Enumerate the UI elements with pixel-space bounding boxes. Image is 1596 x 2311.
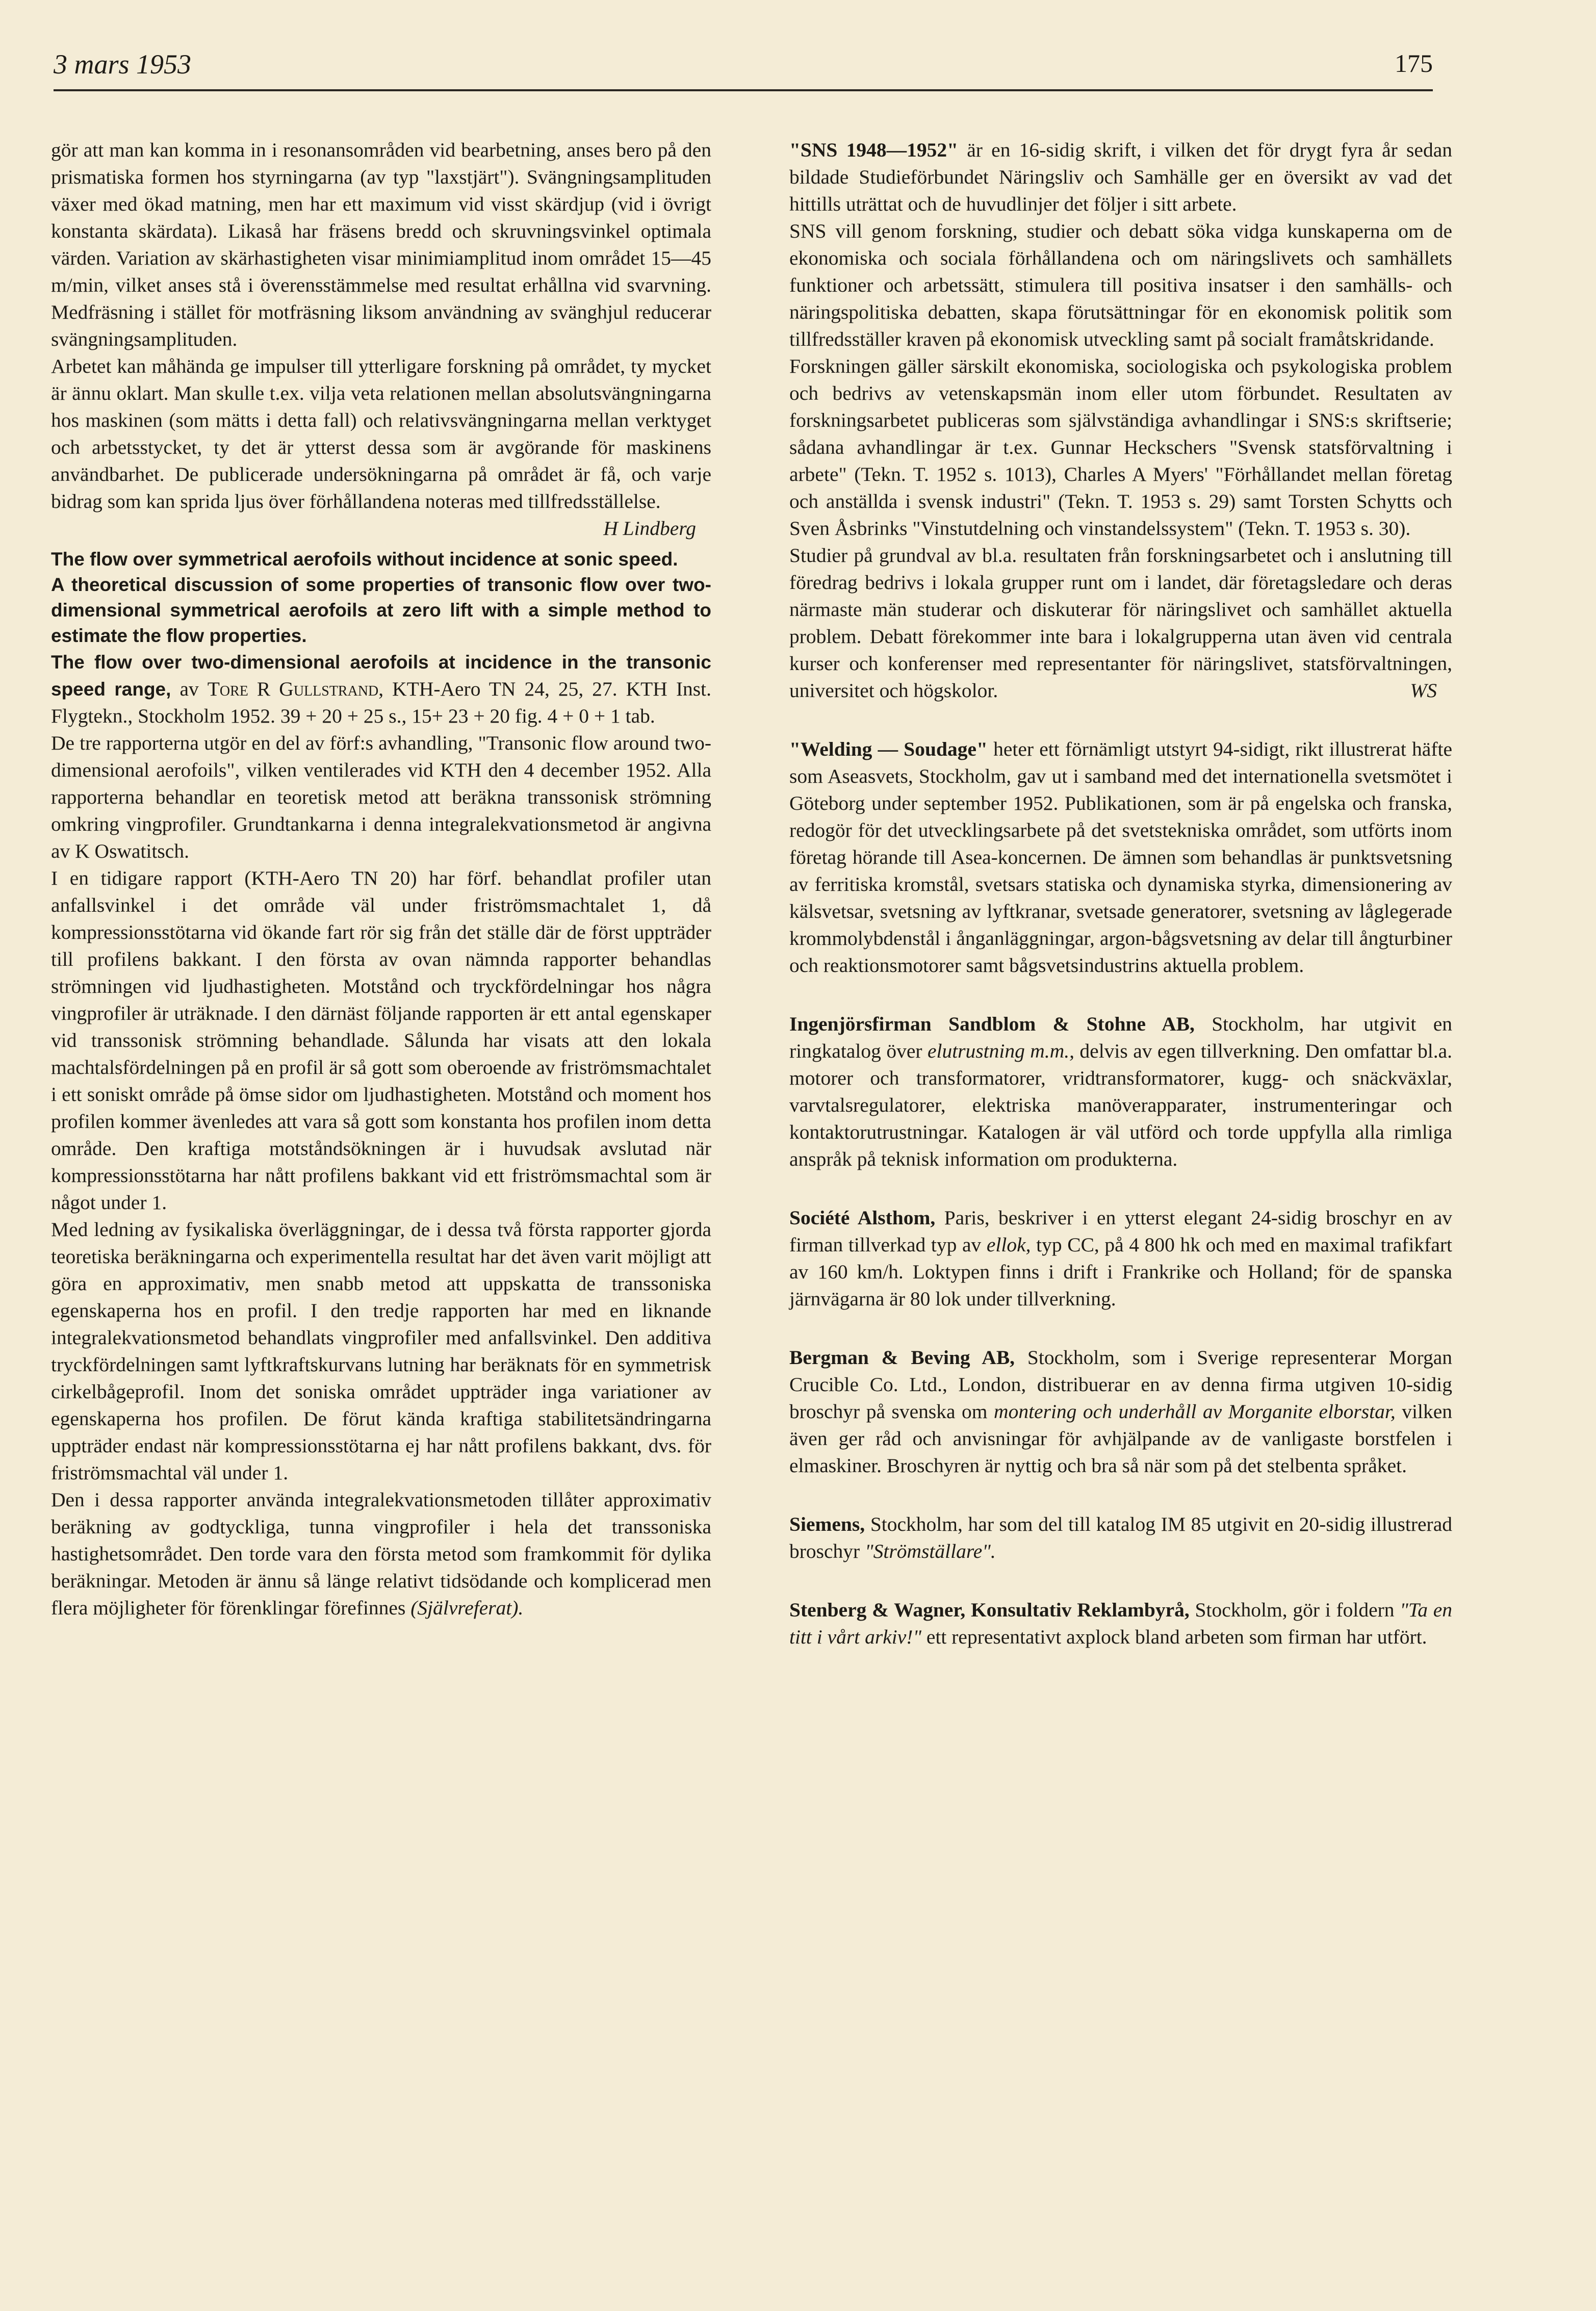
paragraph xyxy=(789,542,1452,704)
page-header xyxy=(54,48,1433,91)
issue-date: 3 mars 1953 xyxy=(54,49,192,80)
paragraph: Forskningen gäller särskilt ekonomiska, sociologiska och psykologiska problem och bedrivs av vetenskapsmän inom eller utom förbundet. Resultaten av forskningsarbetet publiceras som självständiga avhandlingar i SNS:s skriftserie; sådana avhandlingar är t.ex. Gunnar Heckschers "Svensk statsförvaltning i arbete" (Tekn. T. 1952 s. 1013), Charles A Myers' "Förhållandet mellan företag och anställda i svensk industri" (Tekn. T. 1953 s. 29) samt Torsten Schytts och Sven Åsbrinks "Vinstutdelning och vinstandelssystem" (Tekn. T. 1953 s. 30). xyxy=(789,355,1452,540)
sns-paragraph xyxy=(789,137,1452,218)
bibliographic-details: , KTH-Aero TN 24, 25, 27. KTH Inst. Flygtekn., Stockholm 1952. 39 + 20 + 25 s., 15+ 23 + 20 fig. 4 + 0 + 1 tab. xyxy=(51,678,711,727)
text: vilken även ger råd och anvisningar för avhjälpande av de vanligaste borstfelen i elmaskiner. Broschyren är nyttig och bra så när som på det stelbenta språket. xyxy=(789,1400,1453,1477)
paragraph-text: Studier på grundval av bl.a. resultaten från forskningsarbetet och i anslutning till föredrag bedrivs i lokala grupper runt om i landet, där företagsledare och deras närmaste män studerar och diskuterar för näringslivet och samhället aktuella problem. Debatt förekommer inte bara i lokalgrupperna utan även vid centrala kurser och konferenser med representanter för näringslivet, statsförvaltningen, universitet och högskolor. xyxy=(789,544,1452,702)
page-number: 175 xyxy=(1395,49,1433,78)
paragraph: SNS vill genom forskning, studier och debatt söka vidga kunskaperna om de ekonomiska och sociala förhållandena och om näringslivets och samhällets funktioner och arbetssätt, stimulera till positiva insatser i den samhälls- och näringspolitiska debatten, skapa förutsättningar för en ekonomisk politik som tillfredsställer kraven på ekonomisk utveckling samt på socialt framåtskridande. xyxy=(789,220,1452,350)
bergman-paragraph xyxy=(789,1344,1452,1479)
welding-paragraph xyxy=(789,736,1452,979)
paragraph-text: Arbetet kan måhända ge impulser till ytterligare forskning på området, ty mycket är ännu oklart. Man skulle t.ex. vilja veta relationen mellan absolutsvängningarna hos maskinen (som mätts i detta fall) och relativsvängningarna mellan verktyget och arbetsstycket, ty det är ytterst dessa som är avgörande för maskinens användbarhet. De publicerade undersökningarna på området är få, och varje bidrag som kan sprida ljus över förhållandena noteras med tillfredsställelse. xyxy=(51,355,711,512)
report-title-2: A theoretical discussion of some properties of transonic flow over two-dimensional symmetrical aerofoils at zero lift with a simple method to estimate the flow properties. xyxy=(51,574,711,646)
sns-text: är en 16-sidig skrift, i vilken det för drygt fyra år sedan bildade Studieförbundet Näringsliv och Samhälle ger en översikt av vad det hittills uträttat och de huvudlinjer det följer i sitt arbete. xyxy=(789,139,1452,215)
emphasis: "Ta en titt i vårt arkiv!" xyxy=(789,1599,1452,1648)
company-name: Ingenjörsfirman Sandblom & Stohne AB, xyxy=(789,1013,1195,1035)
author-prefix: av xyxy=(179,678,199,700)
sns-title: "SNS 1948—1952" xyxy=(789,139,959,161)
text: delvis av egen tillverkning. Den omfattar bl.a. motorer och transformatorer, vridtransformatorer, kugg- och snäckväxlar, varvtalsregulatorer, elektriska manöverapparater, instrumenteringar och kontaktorutrustningar. Katalogen är väl utförd och torde uppfylla alla rimliga anspråk på teknisk information om produkterna. xyxy=(789,1040,1452,1170)
sandblom-paragraph xyxy=(789,1011,1452,1173)
text: typ CC, på 4 800 hk och med en maximal trafikfart av 160 km/h. Loktypen finns i drift i Frankrike och Holland; för de spanska järnvägarna är 80 lok under tillverkning. xyxy=(789,1234,1452,1310)
report-title-3-text: The flow over two-dimensional aerofoils at incidence in the transonic speed range, xyxy=(51,652,711,700)
self-review-note: (Självreferat). xyxy=(410,1597,524,1619)
text: Stockholm, som i Sverige representerar Morgan Crucible Co. Ltd., London, distribuerar en av denna firma utgiven 10-sidig broschyr på svenska om xyxy=(789,1346,1453,1423)
paragraph: I en tidigare rapport (KTH-Aero TN 20) har förf. behandlat profiler utan anfallsvinkel i det område väl under friströmsmachtalet 1, då kompressionsstötarna vid ökande fart rör sig från det ställe där de först uppträder till profilens bakkant. I den första av ovan nämnda rapporter behandlas strömningen vid ljudhastigheten. Motstånd och tryckfördelningar hos några vingprofiler är uträknade. I den därnäst följande rapporten är ett antal egenskaper vid transsonisk strömning behandlade. Sålunda har visats att den lokala machtalsfördelningen på en profil är så gott som oberoende av friströmsmachtalet i ett soniskt område på ömse sidor om ljudhastigheten. Motstånd och moment hos profilen kommer ävenledes att vara så gott som konstanta hos profilen inom detta område. Den kraftiga motståndsökningen är i huvudsak avslutad när kompressionsstötarna har nått profilens bakkant vid ett friströmsmachtal som är något under 1. xyxy=(51,867,711,1214)
text: Stockholm, gör i foldern xyxy=(1189,1599,1400,1621)
company-name: Bergman & Beving AB, xyxy=(789,1346,1015,1369)
company-name: Siemens, xyxy=(789,1513,865,1535)
welding-text: heter ett förnämligt utstyrt 94-sidigt, rikt illustrerat häfte som Aseasvets, Stockholm, gav ut i samband med det internationella svetsmötet i Göteborg under september 1952. Publikationen, som är på engelska och franska, redogör för det utvecklingsarbete på det svetstekniska området, som utförts inom företag hörande till Asea-koncernen. De ämnen som behandlas är punktsvetsning av ferritiska kromstål, svetsars statiska och dynamiska styrka, dimensionering av kälsvetsar, svetsning av lyftkranar, svetsade generatorer, svetsning av låglegerade krommolybdenstål i ånganläggningar, argon-bågsvetsning av delar till ångturbiner och reaktionsmotorer samt bågsvetsindustrins aktuella problem. xyxy=(789,738,1452,977)
author-name: Tore R Gullstrand xyxy=(207,678,379,700)
stenberg-paragraph xyxy=(789,1597,1452,1651)
paragraph xyxy=(51,1486,711,1622)
left-column xyxy=(51,137,711,1622)
siemens-paragraph xyxy=(789,1511,1452,1565)
emphasis: "Strömställare". xyxy=(865,1540,996,1562)
paragraph-text: Den i dessa rapporter använda integralekvationsmetoden tillåter approximativ beräkning av godtyckliga, tunna vingprofiler i hela det transsoniska hastighetsområdet. Den torde vara den första metod som framkommit för dylika beräkningar. Metoden är ännu så länge relativt tidsödande och komplicerad men flera möjligheter för förenklingar förefinnes xyxy=(51,1488,711,1619)
right-column xyxy=(789,137,1452,1651)
text: Stockholm, har som del till katalog IM 85 utgivit en 20-sidig illustrerad broschyr xyxy=(789,1513,1452,1562)
emphasis: ellok, xyxy=(986,1234,1031,1256)
signature: H Lindberg xyxy=(603,517,696,540)
report-title-3 xyxy=(51,649,711,730)
signature: WS xyxy=(1410,679,1437,702)
emphasis: elutrustning m.m., xyxy=(927,1040,1074,1062)
alsthom-paragraph xyxy=(789,1204,1452,1313)
report-title-1: The flow over symmetrical aerofoils without incidence at sonic speed. xyxy=(51,549,678,570)
company-name: Stenberg & Wagner, Konsultativ Reklambyrå, xyxy=(789,1599,1190,1621)
paragraph: Med ledning av fysikaliska överläggningar, de i dessa två första rapporter gjorda teoretiska beräkningarna och experimentella resultat har det även varit möjligt att göra en approximativ, men snabb metod att uppskatta de transsoniska egenskaperna hos en profil. I den tredje rapporten har med en liknande integralekvationsmetod behandlats vingprofiler med anfallsvinkel. Den additiva tryckfördelningen samt lyftkraftskurvans lutning har beräknats för en symmetrisk cirkelbågeprofil. Inom det soniska området uppträder inga variationer av egenskaperna hos profilen. De förut kända kraftiga stabilitetsändringarna uppträder endast när kompressionsstötarna ej har nått profilens bakkant, dvs. för friströmsmachtal väl under 1. xyxy=(51,1218,711,1484)
company-name: Société Alsthom, xyxy=(789,1206,936,1229)
paragraph: De tre rapporterna utgör en del av förf:s avhandling, "Transonic flow around two-dimensional aerofoils", vilken ventilerades vid KTH den 4 december 1952. Alla rapporterna behandlar en teoretisk metod att beräkna transsonisk strömning omkring vingprofiler. Grundtankarna i denna integralekvationsmetod är angivna av K Oswatitsch. xyxy=(51,732,711,862)
paragraph: gör att man kan komma in i resonansområden vid bearbetning, anses bero på den prismatiska formen hos styrningarna (av typ "laxstjärt"). Svängningsamplituden växer med ökad matning, men har ett maximum vid visst skärdjup (vid i övrigt konstanta skärdata). Likaså har fräsens bredd och skruvningsvinkel optimala värden. Variation av skärhastigheten visar minimiamplitud inom området 15—45 m/min, vilket anses stå i överensstämmelse med resultat erhållna vid svarvning. Medfräsning i stället för motfräsning liksom användning av svänghjul reducerar svängningsamplituden. xyxy=(51,139,711,350)
emphasis: montering och underhåll av Morganite elborstar, xyxy=(994,1400,1396,1423)
text: Stockholm, har utgivit en ringkatalog över xyxy=(789,1013,1452,1062)
text: ett representativt axplock bland arbeten som firman har utfört. xyxy=(921,1626,1427,1648)
welding-title: "Welding — Soudage" xyxy=(789,738,988,760)
text: Paris, beskriver i en ytterst elegant 24-sidig broschyr en av firman tillverkad typ av xyxy=(789,1206,1452,1256)
paragraph xyxy=(51,353,711,540)
